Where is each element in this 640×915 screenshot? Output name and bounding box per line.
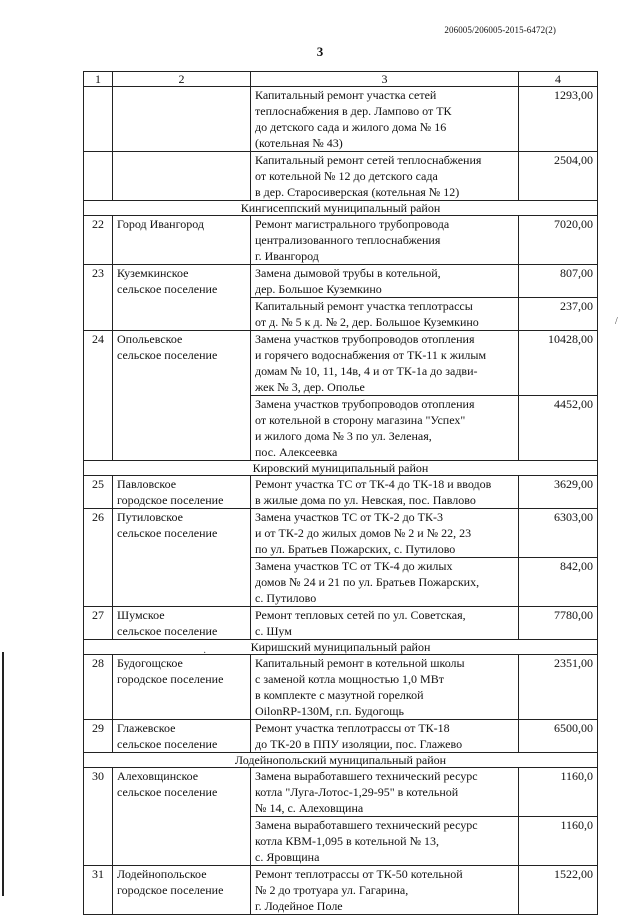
table-row — [84, 265, 598, 298]
row-number: 24 — [84, 331, 113, 461]
district-header-row — [84, 640, 598, 655]
row-number — [84, 152, 113, 201]
table-row — [84, 866, 598, 915]
district-title: Лодейнопольский муниципальный район — [84, 753, 598, 768]
table-row — [84, 509, 598, 558]
amount-cell: 1293,00 — [519, 87, 598, 152]
municipality-cell: Опольевское сельское поселение — [113, 331, 251, 461]
row-number: 31 — [84, 866, 113, 915]
table-row — [84, 216, 598, 265]
work-description-cell: Замена участков ТС от ТК-4 до жилых домов № 24 и 21 по ул. Братьев Пожарских, с. Путилово — [251, 558, 519, 607]
scan-speck: / — [615, 316, 618, 327]
district-header-row — [84, 201, 598, 216]
district-title: Кировский муниципальный район — [84, 461, 598, 476]
work-description-cell: Замена участков ТС от ТК-2 до ТК-3 и от ТК-2 до жилых домов № 2 и № 22, 23 по ул. Братьев Пожарских, с. Путилово — [251, 509, 519, 558]
work-description-cell: Капитальный ремонт в котельной школы с заменой котла мощностью 1,0 МВт в комплекте с мазутной горелкой OilonRP-130M, г.п. Будогощь — [251, 655, 519, 720]
municipality-cell: Город Ивангород — [113, 216, 251, 265]
work-description-cell: Замена участков трубопроводов отопления и горячего водоснабжения от ТК-11 к жилым домам № 10, 11, 14в, 4 и от ТК-1а до задви- жек № 3, дер. Ополье — [251, 331, 519, 396]
row-number — [84, 87, 113, 152]
work-description-cell: Капитальный ремонт участка теплотрассы от д. № 5 к д. № 2, дер. Большое Куземкино — [251, 298, 519, 331]
works-table — [83, 71, 598, 915]
amount-cell: 6303,00 — [519, 509, 598, 558]
amount-cell: 842,00 — [519, 558, 598, 607]
amount-cell: 1160,0 — [519, 817, 598, 866]
table-row — [84, 720, 598, 753]
work-description-cell: Ремонт магистрального трубопровода централизованного теплоснабжения г. Ивангород — [251, 216, 519, 265]
amount-cell: 807,00 — [519, 265, 598, 298]
district-title: Кингисеппский муниципальный район — [84, 201, 598, 216]
municipality-cell: Глажевское сельское поселение — [113, 720, 251, 753]
municipality-cell: Шумское сельское поселение — [113, 607, 251, 640]
municipality-cell: Алеховщинское сельское поселение — [113, 768, 251, 866]
municipality-cell — [113, 87, 251, 152]
work-description-cell: Капитальный ремонт участка сетей теплоснабжения в дер. Лампово от ТК до детского сада и жилого дома № 16 (котельная № 43) — [251, 87, 519, 152]
amount-cell: 1522,00 — [519, 866, 598, 915]
municipality-cell: Будогощское городское поселение — [113, 655, 251, 720]
amount-cell: 7780,00 — [519, 607, 598, 640]
row-number: 28 — [84, 655, 113, 720]
column-header-1: 1 — [84, 72, 113, 87]
municipality-cell: Лодейнопольское городское поселение — [113, 866, 251, 915]
row-number: 26 — [84, 509, 113, 607]
work-description-cell: Замена выработавшего технический ресурс котла КВМ-1,095 в котельной № 13, с. Яровщина — [251, 817, 519, 866]
row-number: 29 — [84, 720, 113, 753]
work-description-cell: Ремонт участка ТС от ТК-4 до ТК-18 и вводов в жилые дома по ул. Невская, пос. Павлово — [251, 476, 519, 509]
table-row — [84, 87, 598, 152]
work-description-cell: Капитальный ремонт сетей теплоснабжения от котельной № 12 до детского сада в дер. Старосиверская (котельная № 12) — [251, 152, 519, 201]
work-description-cell: Замена выработавшего технический ресурс котла "Луга-Лотос-1,29-95" в котельной № 14, с. Алеховщина — [251, 768, 519, 817]
district-header-row — [84, 461, 598, 476]
column-header-4: 4 — [519, 72, 598, 87]
amount-cell: 10428,00 — [519, 331, 598, 396]
table-row — [84, 655, 598, 720]
municipality-cell: Павловское городское поселение — [113, 476, 251, 509]
row-number: 27 — [84, 607, 113, 640]
district-header-row — [84, 753, 598, 768]
municipality-cell — [113, 152, 251, 201]
table-row — [84, 331, 598, 396]
work-description-cell: Ремонт тепловых сетей по ул. Советская, с. Шум — [251, 607, 519, 640]
municipality-cell: Путиловское сельское поселение — [113, 509, 251, 607]
row-number: 22 — [84, 216, 113, 265]
table-body — [84, 87, 598, 915]
table-row — [84, 607, 598, 640]
work-description-cell: Замена дымовой трубы в котельной, дер. Большое Куземкино — [251, 265, 519, 298]
amount-cell: 2351,00 — [519, 655, 598, 720]
amount-cell: 2504,00 — [519, 152, 598, 201]
scan-speck: · — [203, 648, 207, 659]
page-number: 3 — [316, 44, 324, 59]
amount-cell: 6500,00 — [519, 720, 598, 753]
table-row — [84, 152, 598, 201]
amount-cell: 237,00 — [519, 298, 598, 331]
row-number: 30 — [84, 768, 113, 866]
amount-cell: 7020,00 — [519, 216, 598, 265]
work-description-cell: Ремонт теплотрассы от ТК-50 котельной № 2 до тротуара ул. Гагарина, г. Лодейное Поле — [251, 866, 519, 915]
amount-cell: 4452,00 — [519, 396, 598, 461]
column-header-2: 2 — [113, 72, 251, 87]
document-code: 206005/206005-2015-6472(2) — [444, 25, 556, 35]
municipality-cell: Куземкинское сельское поселение — [113, 265, 251, 331]
scan-edge-mark — [2, 652, 4, 896]
column-header-3: 3 — [251, 72, 519, 87]
row-number: 23 — [84, 265, 113, 331]
district-title: Киришский муниципальный район — [84, 640, 598, 655]
work-description-cell: Ремонт участка теплотрассы от ТК-18 до ТК-20 в ППУ изоляции, пос. Глажево — [251, 720, 519, 753]
row-number: 25 — [84, 476, 113, 509]
table-row — [84, 476, 598, 509]
amount-cell: 1160,0 — [519, 768, 598, 817]
work-description-cell: Замена участков трубопроводов отопления от котельной в сторону магазина "Успех" и жилого дома № 3 по ул. Зеленая, пос. Алексеевка — [251, 396, 519, 461]
table-header-row — [84, 72, 598, 87]
amount-cell: 3629,00 — [519, 476, 598, 509]
table-row — [84, 768, 598, 817]
